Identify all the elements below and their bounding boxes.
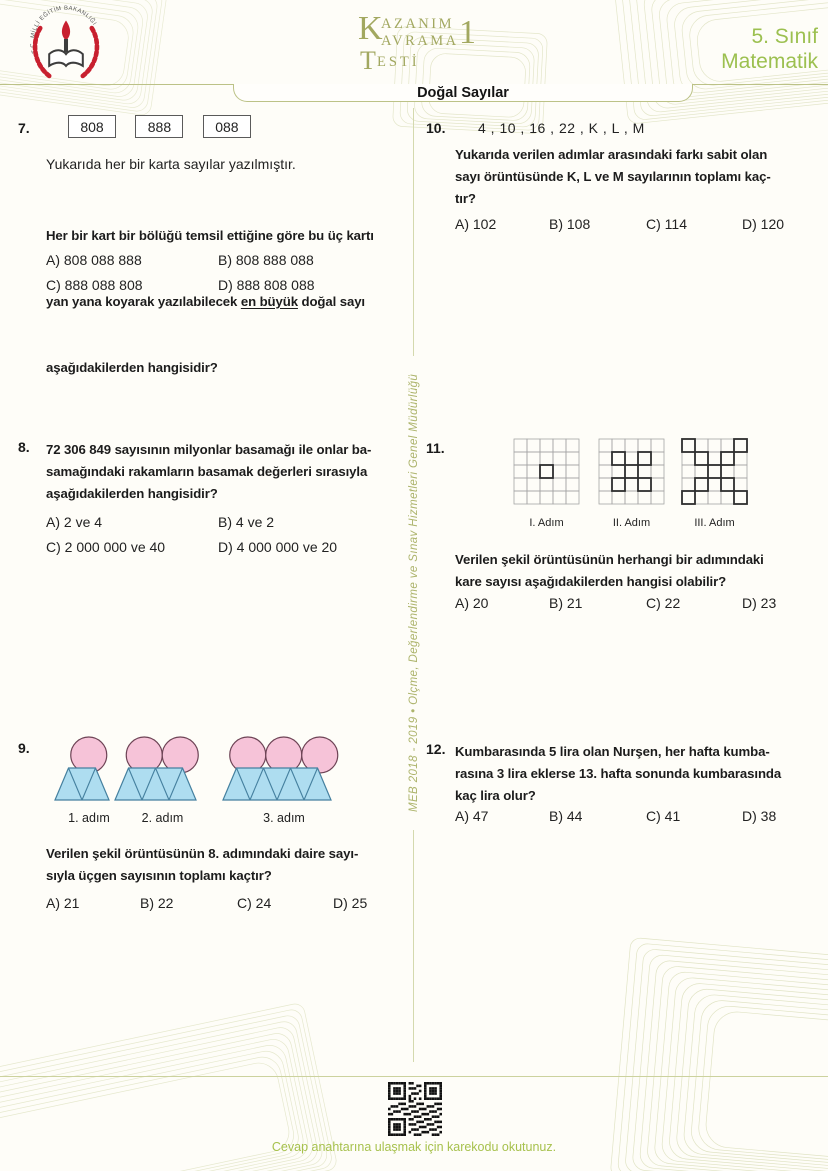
triangle-strip bbox=[55, 768, 109, 800]
test-title-initial2: T bbox=[360, 46, 376, 75]
underlined-text: en büyük bbox=[240, 294, 298, 309]
number-card: 088 bbox=[203, 115, 251, 138]
question-stem: 72 306 849 sayısının milyonlar basamağı ile onlar ba- samağındaki rakamların basamak değerleri sırasıyla aşağıdakilerden hangisidir? bbox=[46, 442, 372, 501]
meb-logo-arc-text: T.C. MİLLİ EĞİTİM BAKANLIĞI bbox=[30, 5, 98, 54]
question-intro: Yukarıda her bir karta sayılar yazılmıştır. bbox=[46, 156, 296, 172]
grid-label: III. Adım bbox=[694, 517, 735, 529]
step-label: 2. adım bbox=[141, 811, 184, 825]
pattern-grid-figure bbox=[681, 438, 748, 505]
question-stem bbox=[46, 181, 374, 423]
laurel-left bbox=[35, 27, 49, 76]
question-stem: Yukarıda verilen adımlar arasındaki farkı sabit olan sayı örüntüsünde K, L ve M sayılarının toplamı kaç- tır? bbox=[455, 147, 771, 206]
marked-square bbox=[734, 439, 747, 452]
topic-tab bbox=[233, 84, 693, 102]
column-divider-bottom bbox=[413, 830, 414, 1062]
triangle-strip bbox=[115, 768, 196, 800]
open-book bbox=[49, 50, 83, 66]
number-sequence: 4 , 10 , 16 , 22 , K , L , M bbox=[478, 120, 645, 136]
answer-options bbox=[46, 252, 315, 293]
option-d: D) 4 000 000 ve 20 bbox=[218, 539, 338, 555]
question-stem: Kumbarasında 5 lira olan Nurşen, her hafta kumba- rasına 3 lira eklerse 13. hafta sonunda kumbarasında kaç lira olur? bbox=[455, 744, 782, 803]
subject-label: Matematik bbox=[721, 50, 818, 73]
marked-square bbox=[734, 491, 747, 504]
marked-square bbox=[695, 478, 708, 491]
stem-text: yan yana koyarak yazılabilecek bbox=[46, 294, 241, 309]
question-number: 7. bbox=[18, 120, 30, 136]
pattern-grid bbox=[513, 438, 580, 529]
grid-pattern-figure bbox=[513, 438, 763, 533]
option-a: A) 20 bbox=[455, 595, 489, 611]
answer-options bbox=[455, 216, 784, 232]
pattern-step bbox=[222, 736, 346, 825]
option-a: A) 47 bbox=[455, 808, 489, 824]
marked-square bbox=[721, 452, 734, 465]
grid-label: I. Adım bbox=[529, 517, 564, 529]
grid-label: II. Adım bbox=[612, 517, 651, 529]
number-cards bbox=[68, 115, 266, 138]
marked-square bbox=[708, 465, 721, 478]
pattern-grid-figure bbox=[513, 438, 580, 505]
qr-code bbox=[388, 1082, 442, 1136]
pattern-step-figure bbox=[222, 736, 346, 802]
option-d: D) 23 bbox=[742, 595, 777, 611]
option-c: C) 114 bbox=[646, 216, 687, 232]
marked-square bbox=[625, 465, 638, 478]
option-d: D) 25 bbox=[333, 895, 368, 911]
stem-line: aşağıdakilerden hangisidir? bbox=[46, 360, 218, 375]
test-title-line2: AVRAMA bbox=[381, 33, 459, 49]
option-c: C) 2 000 000 ve 40 bbox=[46, 539, 166, 555]
test-title-line3: ESTİ bbox=[377, 54, 420, 70]
pattern-step bbox=[114, 736, 211, 825]
pattern-step-figure bbox=[114, 736, 211, 802]
marked-square bbox=[695, 452, 708, 465]
option-c: C) 41 bbox=[646, 808, 681, 824]
triangle-strip bbox=[223, 768, 331, 800]
test-title-line1: AZANIM bbox=[381, 16, 454, 32]
marked-square bbox=[682, 491, 695, 504]
option-b: B) 22 bbox=[140, 895, 174, 911]
option-a: A) 21 bbox=[46, 895, 80, 911]
question-number: 11. bbox=[426, 440, 445, 456]
number-card: 808 bbox=[68, 115, 116, 138]
pattern-grid-figure bbox=[598, 438, 665, 505]
step-label: 3. adım bbox=[263, 811, 305, 825]
option-b: B) 21 bbox=[549, 595, 583, 611]
marked-square bbox=[540, 465, 553, 478]
grade-subject bbox=[600, 24, 818, 74]
marked-square bbox=[612, 478, 625, 491]
topic-title: Doğal Sayılar bbox=[417, 84, 509, 101]
option-c: C) 888 088 808 bbox=[46, 277, 143, 293]
footer-note: Cevap anahtarına ulaşmak için karekodu okutunuz. bbox=[271, 1140, 557, 1154]
torch-handle bbox=[64, 39, 68, 52]
meb-watermark: MEB 2018 - 2019 • Ölçme, Değerlendirme ve Sınav Hizmetleri Genel Müdürlüğü bbox=[408, 373, 420, 813]
option-d: D) 38 bbox=[742, 808, 777, 824]
question-number: 12. bbox=[426, 741, 446, 757]
question-number: 10. bbox=[426, 120, 446, 136]
option-b: B) 4 ve 2 bbox=[218, 514, 275, 530]
answer-options bbox=[46, 514, 337, 555]
number-card: 888 bbox=[135, 115, 183, 138]
option-b: B) 808 888 088 bbox=[218, 252, 314, 268]
question-stem: Verilen şekil örüntüsünün herhangi bir adımındaki kare sayısı aşağıdakilerden hangisi olabilir? bbox=[455, 552, 764, 589]
stem-line bbox=[46, 291, 374, 313]
test-number: 1 bbox=[459, 14, 476, 51]
marked-square bbox=[638, 478, 651, 491]
laurel-right bbox=[83, 27, 97, 76]
option-d: D) 888 808 088 bbox=[218, 277, 315, 293]
step-label: 1. adım bbox=[68, 811, 110, 825]
marked-square bbox=[721, 478, 734, 491]
answer-options bbox=[455, 595, 776, 611]
pattern-grid bbox=[681, 438, 748, 529]
answer-options bbox=[46, 895, 367, 911]
option-a: A) 2 ve 4 bbox=[46, 514, 103, 530]
grade-label: 5. Sınıf bbox=[751, 25, 818, 48]
option-a: A) 102 bbox=[455, 216, 497, 232]
shape-pattern-figure bbox=[46, 736, 402, 836]
column-divider-top bbox=[413, 108, 414, 356]
stem-line: Her bir kart bir bölüğü temsil ettiğine göre bu üç kartı bbox=[46, 228, 374, 243]
option-b: B) 44 bbox=[549, 808, 583, 824]
option-c: C) 24 bbox=[237, 895, 272, 911]
option-d: D) 120 bbox=[742, 216, 785, 232]
torch-flame bbox=[62, 20, 70, 40]
option-b: B) 108 bbox=[549, 216, 591, 232]
footer-divider-line bbox=[0, 1076, 828, 1077]
answer-options bbox=[455, 808, 776, 824]
question-number: 9. bbox=[18, 740, 30, 756]
option-c: C) 22 bbox=[646, 595, 681, 611]
test-title-initial: K bbox=[358, 10, 383, 47]
meb-logo bbox=[16, 2, 116, 86]
question-number: 8. bbox=[18, 439, 30, 455]
stem-text: doğal sayı bbox=[297, 294, 365, 309]
pattern-grid bbox=[598, 438, 665, 529]
marked-square bbox=[638, 452, 651, 465]
marked-square bbox=[612, 452, 625, 465]
marked-square bbox=[682, 439, 695, 452]
question-stem: Verilen şekil örüntüsünün 8. adımındaki daire sayı- sıyla üçgen sayısının toplamı kaçtır? bbox=[46, 846, 359, 883]
option-a: A) 808 088 888 bbox=[46, 252, 142, 268]
